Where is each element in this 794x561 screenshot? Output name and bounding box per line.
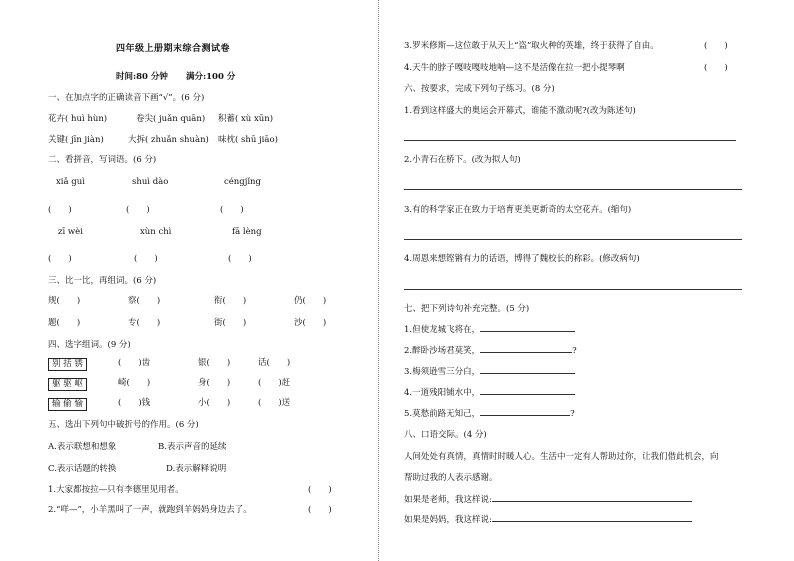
q3-item[interactable]: 仍( ): [294, 296, 327, 306]
q5-sentence: 2.“咩—”，小羊黑叫了一声，就跑到羊妈妈身边去了。: [48, 505, 252, 515]
full-score: 满分:100 分: [186, 72, 236, 82]
q4-item[interactable]: ( )齿: [118, 358, 151, 368]
q4-item[interactable]: 银( ): [198, 358, 231, 368]
option-c: C.表示话题的转换: [48, 464, 117, 474]
q6-item: 1.看到这样盛大的奥运会开幕式，谁能不激动呢?(改为陈述句): [404, 106, 636, 116]
q5-sentence: 3.罗米修斯—这位敢于从天上“盗”取火种的英雄，终于获得了自由。: [404, 41, 659, 51]
character-box: 躯 驱 岖: [48, 378, 87, 391]
q8-paragraph: 人间处处有真情，真情时时暖人心。生活中一定有人帮助过你，让我们借此机会，向: [404, 452, 719, 462]
q4-heading: 四、选字组词。(9 分): [48, 340, 131, 350]
q2-heading: 二、看拼音，写词语。(6 分): [48, 155, 157, 165]
q1-heading: 一、在加点字的正确读音下画“√”。(6 分): [48, 93, 205, 103]
q8-teacher-prompt: 如果是老师，我这样说:: [404, 495, 492, 505]
answer-line[interactable]: [404, 289, 742, 290]
answer-blank[interactable]: ( ): [126, 205, 150, 215]
q6-item: 3.有的科学家正在致力于培育更美更新奇的太空花卉。(缩句): [404, 205, 632, 215]
q5-heading: 五、选出下列句中破折号的作用。(6 分): [48, 420, 199, 430]
q1-item: 关键( jīn jiàn): [48, 135, 104, 145]
answer-blank[interactable]: ( ): [704, 63, 728, 73]
question-mark: ?: [572, 346, 577, 356]
q4-item[interactable]: 话( ): [258, 358, 291, 368]
q3-item[interactable]: 衔( ): [214, 296, 247, 306]
poem-blank[interactable]: [480, 415, 570, 416]
poem-first-half: 3.梅须逊雪三分白，: [404, 367, 481, 377]
pinyin: xùn chì: [140, 227, 172, 237]
poem-line: [404, 367, 575, 378]
answer-blank[interactable]: ( ): [308, 485, 332, 495]
q1-item: 卷尖( juǎn quān): [136, 114, 206, 124]
q4-item[interactable]: 崎( ): [118, 378, 151, 388]
q5-sentence: 1.大家都按拉—只有李德里见用者。: [48, 485, 184, 495]
question-mark: ?: [570, 409, 575, 419]
poem-line: [404, 409, 575, 420]
character-box: 别 括 锈: [48, 358, 87, 371]
q3-heading: 三、比一比，再组词。(6 分): [48, 276, 157, 286]
column-divider: [378, 0, 379, 561]
page-title: 四年级上册期末综合测试卷: [116, 44, 231, 54]
answer-blank[interactable]: ( ): [228, 254, 252, 264]
q3-item[interactable]: 规( ): [48, 296, 81, 306]
poem-blank[interactable]: [480, 352, 572, 353]
q3-item[interactable]: 沙( ): [294, 318, 327, 328]
answer-line[interactable]: [404, 189, 742, 190]
answer-blank[interactable]: ( ): [704, 41, 728, 51]
poem-line: [404, 325, 575, 336]
q6-item: 4.周恩来想铿锵有力的话语，博得了魏校长的称彩。(修改病句): [404, 254, 640, 264]
q8-mother-line: [404, 515, 692, 526]
character-box: 输 偷 愉: [48, 398, 87, 411]
poem-blank[interactable]: [480, 331, 575, 332]
poem-blank[interactable]: [480, 394, 575, 395]
q8-heading: 八、口语交际。(4 分): [404, 430, 487, 440]
q1-item: 积蓄( xù xūn): [218, 114, 274, 124]
answer-blank[interactable]: ( ): [308, 505, 332, 515]
answer-blank[interactable]: ( ): [134, 254, 158, 264]
q3-item[interactable]: 题( ): [48, 318, 81, 328]
option-b: B.表示声音的延续: [158, 442, 227, 452]
q3-item[interactable]: 专( ): [128, 318, 161, 328]
answer-blank[interactable]: ( ): [48, 254, 72, 264]
answer-line[interactable]: [404, 140, 736, 141]
poem-blank[interactable]: [480, 373, 575, 374]
q1-item: 大拆( zhuǎn shuàn): [128, 135, 209, 145]
poem-first-half: 4.一道残阳铺水中，: [404, 388, 481, 398]
pinyin: fā lèng: [232, 227, 262, 237]
q5-sentence: 4.天牛的脖子嘎吱嘎吱地响—这不是活像在拉一把小提琴啊: [404, 63, 625, 73]
pinyin: shuì dào: [132, 177, 169, 187]
q4-item[interactable]: 小( ): [198, 398, 231, 408]
pinyin: céngjǐng: [224, 177, 261, 187]
q8-paragraph: 帮助过我的人表示感谢。: [404, 473, 498, 483]
q4-item[interactable]: ( )钱: [118, 398, 151, 408]
q4-item[interactable]: 身( ): [198, 378, 231, 388]
q3-item[interactable]: 察( ): [128, 296, 161, 306]
pinyin: xiǎ guì: [56, 177, 85, 187]
q3-item[interactable]: 街( ): [214, 318, 247, 328]
answer-line[interactable]: [404, 239, 742, 240]
answer-blank[interactable]: [492, 521, 692, 522]
q7-heading: 七、把下列诗句补充完整。(5 分): [404, 304, 530, 314]
poem-first-half: 1.但使龙城飞将在，: [404, 325, 481, 335]
q6-heading: 六、按要求，完成下列句子练习。(8 分): [404, 84, 555, 94]
q4-item[interactable]: ( )送: [258, 398, 291, 408]
answer-blank[interactable]: ( ): [220, 205, 244, 215]
time-limit: 时间:80 分钟: [116, 72, 168, 82]
q1-item: 味枕( shū jiāo): [218, 135, 278, 145]
option-a: A.表示联想和想象: [48, 442, 117, 452]
q8-mother-prompt: 如果是妈妈，我这样说:: [404, 515, 492, 525]
poem-line: [404, 346, 577, 357]
option-d: D.表示解释说明: [166, 464, 227, 474]
answer-blank[interactable]: [492, 501, 692, 502]
poem-line: [404, 388, 575, 399]
q4-item[interactable]: ( )赶: [258, 378, 291, 388]
q8-teacher-line: [404, 495, 692, 506]
q6-item: 2.小青石在桥下。(改为拟人句): [404, 155, 521, 165]
q4-row: [48, 358, 87, 371]
q1-item: 花卉( huì hùn): [48, 114, 108, 124]
pinyin: zī wèi: [58, 227, 83, 237]
answer-blank[interactable]: ( ): [48, 205, 72, 215]
poem-first-half: 5.莫愁前路无知己，: [404, 409, 481, 419]
poem-first-half: 2.醉卧沙场君莫笑，: [404, 346, 481, 356]
